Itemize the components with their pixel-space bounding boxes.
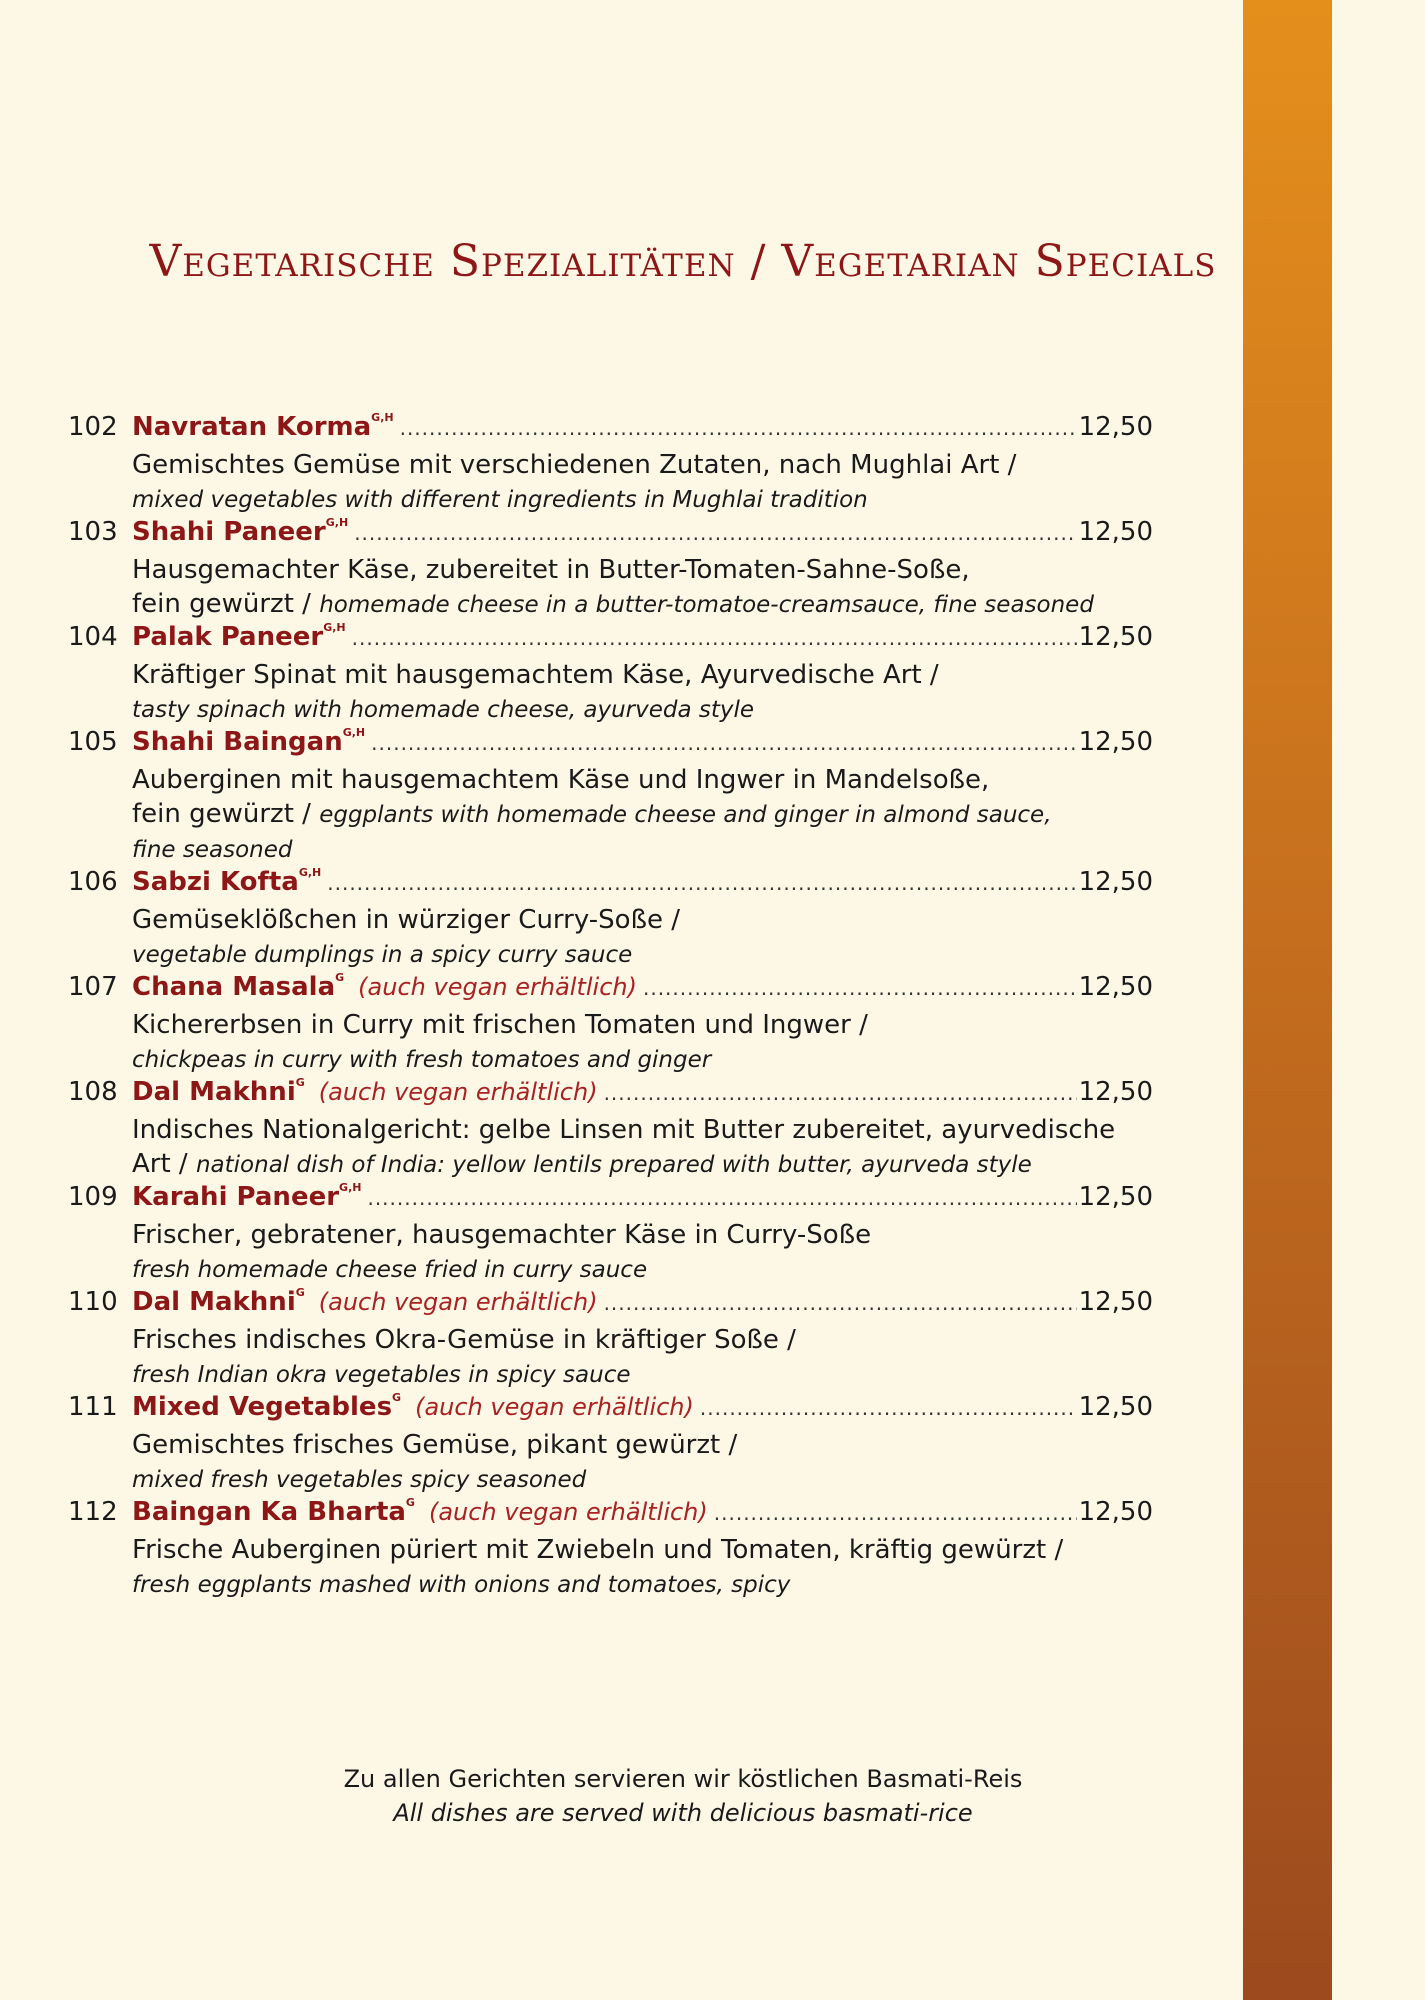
description-line [132,587,1153,622]
allergen-codes: G,H [342,726,366,740]
allergen-codes: G [392,1391,402,1405]
menu-item-header [68,727,1153,763]
allergen-codes: G [295,1076,305,1090]
description-german: Frische Auberginen püriert mit Zwiebeln und Tomaten, kräftig gewürzt / [132,1535,1064,1565]
item-number: 112 [68,1497,118,1527]
description-german: Frischer, gebratener, hausgemachter Käse in Curry-Soße [132,1220,872,1250]
item-name-text: Sabzi Kofta [132,867,299,897]
menu-item [68,1182,1153,1287]
description-line [132,1323,1153,1357]
item-price: 12,50 [1078,1287,1153,1317]
description-line [132,448,1153,482]
allergen-codes: G,H [298,866,322,880]
item-number: 110 [68,1287,118,1317]
item-description [132,658,1153,727]
description-english: eggplants with homemade cheese and ginger in almond sauce, [319,802,1052,828]
menu-item [68,412,1153,517]
menu-item [68,1497,1153,1602]
description-english: chickpeas in curry with fresh tomatoes and ginger [132,1047,712,1073]
dot-leader [371,731,1076,755]
item-description [132,1533,1153,1602]
side-margin [1332,0,1425,2000]
item-name [132,1077,305,1107]
menu-item-header [68,1182,1153,1218]
description-german: Kichererbsen in Curry mit frischen Tomaten und Ingwer / [132,1010,868,1040]
vegan-note: (auch vegan erhältlich) [318,1078,598,1106]
item-name [132,517,348,547]
menu-item-header [68,412,1153,448]
dot-leader [400,416,1077,440]
menu-item-header [68,1497,1153,1533]
description-line [132,1113,1153,1147]
vegan-note: (auch vegan erhältlich) [358,973,637,1001]
item-price: 12,50 [1078,517,1153,547]
item-price: 12,50 [1078,1392,1153,1422]
description-english: homemade cheese in a butter-tomatoe-creamsauce, fine seasoned [319,592,1094,618]
description-line [132,658,1153,692]
allergen-codes: G,H [323,621,346,635]
description-german: Gemischtes Gemüse mit verschiedenen Zutaten, nach Mughlai Art / [132,450,1017,480]
dot-leader [604,1291,1077,1315]
description-german: Art / [132,1149,196,1179]
description-german: Kräftiger Spinat mit hausgemachtem Käse, Ayurvedische Art / [132,660,939,690]
dot-leader [327,871,1076,895]
description-german: Auberginen mit hausgemachtem Käse und Ingwer in Mandelsoße, [132,765,990,795]
item-number: 103 [68,517,118,547]
menu-item-header [68,517,1153,553]
allergen-codes: G [405,1496,415,1510]
item-price: 12,50 [1078,412,1153,442]
item-name-text: Navratan Korma [132,412,372,442]
menu-item [68,972,1153,1077]
item-number: 105 [68,727,118,757]
vegan-note: (auch vegan erhältlich) [318,1288,598,1316]
allergen-codes: G [295,1286,305,1300]
item-name [132,412,394,442]
item-description [132,1008,1153,1077]
item-description [132,1428,1153,1497]
vegan-note: (auch vegan erhältlich) [428,1498,708,1526]
item-name-text: Shahi Paneer [132,517,326,547]
item-description [132,763,1153,867]
item-price: 12,50 [1078,1182,1153,1212]
description-english: vegetable dumplings in a spicy curry sauce [132,942,633,968]
dot-leader [700,1396,1077,1420]
description-english: mixed fresh vegetables spicy seasoned [132,1467,587,1493]
item-name-text: Dal Makhni [132,1287,296,1317]
description-line [132,1218,1153,1252]
allergen-codes: G [335,971,345,985]
menu-item [68,1392,1153,1497]
description-line [132,937,1153,972]
description-line [132,1533,1153,1567]
dot-leader [354,521,1076,545]
item-price: 12,50 [1078,867,1153,897]
menu-item-header [68,622,1153,658]
menu-item-header [68,1077,1153,1113]
description-english: mixed vegetables with different ingredients in Mughlai tradition [132,487,868,513]
item-name [132,867,321,897]
item-name [132,622,346,652]
description-german: Hausgemachter Käse, zubereitet in Butter-Tomaten-Sahne-Soße, [132,555,970,585]
description-line [132,692,1153,727]
menu-item-header [68,1287,1153,1323]
item-price: 12,50 [1078,1077,1153,1107]
description-german: Indisches Nationalgericht: gelbe Linsen mit Butter zubereitet, ayurvedische [132,1115,1116,1145]
item-description [132,903,1153,972]
description-german: Frisches indisches Okra-Gemüse in kräftiger Soße / [132,1325,796,1355]
allergen-codes: G,H [371,411,394,425]
item-name-text: Mixed Vegetables [132,1392,393,1422]
item-number: 102 [68,412,118,442]
item-number: 109 [68,1182,118,1212]
menu-item [68,1077,1153,1182]
description-german: fein gewürzt / [132,589,320,619]
item-price: 12,50 [1078,972,1153,1002]
description-english: national dish of India: yellow lentils prepared with butter, ayurveda style [195,1152,1032,1178]
item-name-text: Chana Masala [132,972,336,1002]
item-number: 104 [68,622,118,652]
menu-item-header [68,867,1153,903]
item-description [132,1323,1153,1392]
item-price: 12,50 [1078,622,1153,652]
description-line [132,1042,1153,1077]
orange-side-bar [1243,0,1332,2000]
menu-item [68,867,1153,972]
menu-item [68,727,1153,867]
dot-leader [352,626,1077,650]
item-price: 12,50 [1078,1497,1153,1527]
menu-item [68,622,1153,727]
allergen-codes: G,H [325,516,349,530]
item-number: 106 [68,867,118,897]
menu-item-header [68,972,1153,1008]
item-name [132,1392,401,1422]
description-line [132,482,1153,517]
item-name [132,727,365,757]
item-price: 12,50 [1078,727,1153,757]
item-name [132,1287,305,1317]
description-line [132,763,1153,797]
item-description [132,448,1153,517]
item-description [132,553,1153,622]
footer-german: Zu allen Gerichten servieren wir köstlichen Basmati-Reis [343,1765,1023,1793]
description-german: Gemüseklößchen in würziger Curry-Soße / [132,905,680,935]
item-name [132,972,344,1002]
item-description [132,1218,1153,1287]
item-name-text: Palak Paneer [132,622,324,652]
description-english: tasty spinach with homemade cheese, ayurveda style [132,697,755,723]
description-english: fresh eggplants mashed with onions and tomatoes, spicy [132,1572,791,1598]
menu-item [68,1287,1153,1392]
dot-leader [714,1501,1077,1525]
description-line [132,832,1153,867]
page-title: Vegetarische Spezialitäten / Vegetarian Specials [149,236,1217,287]
footer-english: All dishes are served with delicious basmati-rice [393,1799,973,1827]
description-line [132,1147,1153,1182]
description-line [132,553,1153,587]
item-number: 111 [68,1392,118,1422]
description-german: Gemischtes frisches Gemüse, pikant gewürzt / [132,1430,738,1460]
dot-leader [604,1081,1077,1105]
item-name [132,1497,415,1527]
description-line [132,1567,1153,1602]
description-english: fresh homemade cheese fried in curry sauce [132,1257,648,1283]
description-line [132,1357,1153,1392]
menu-item [68,517,1153,622]
description-line [132,1252,1153,1287]
description-line [132,903,1153,937]
item-name-text: Karahi Paneer [132,1182,340,1212]
item-name-text: Dal Makhni [132,1077,296,1107]
description-line [132,797,1153,832]
description-line [132,1008,1153,1042]
vegan-note: (auch vegan erhältlich) [415,1393,694,1421]
description-line [132,1462,1153,1497]
item-name-text: Baingan Ka Bharta [132,1497,406,1527]
item-number: 108 [68,1077,118,1107]
description-english: fine seasoned [132,837,293,863]
item-name [132,1182,361,1212]
description-english: fresh Indian okra vegetables in spicy sauce [132,1362,631,1388]
dot-leader [643,976,1077,1000]
footer-note [0,1762,1366,1830]
description-line [132,1428,1153,1462]
menu-list [68,412,1153,1602]
allergen-codes: G,H [339,1181,362,1195]
item-name-text: Shahi Baingan [132,727,343,757]
item-number: 107 [68,972,118,1002]
menu-item-header [68,1392,1153,1428]
dot-leader [367,1186,1076,1210]
description-german: fein gewürzt / [132,799,320,829]
item-description [132,1113,1153,1182]
